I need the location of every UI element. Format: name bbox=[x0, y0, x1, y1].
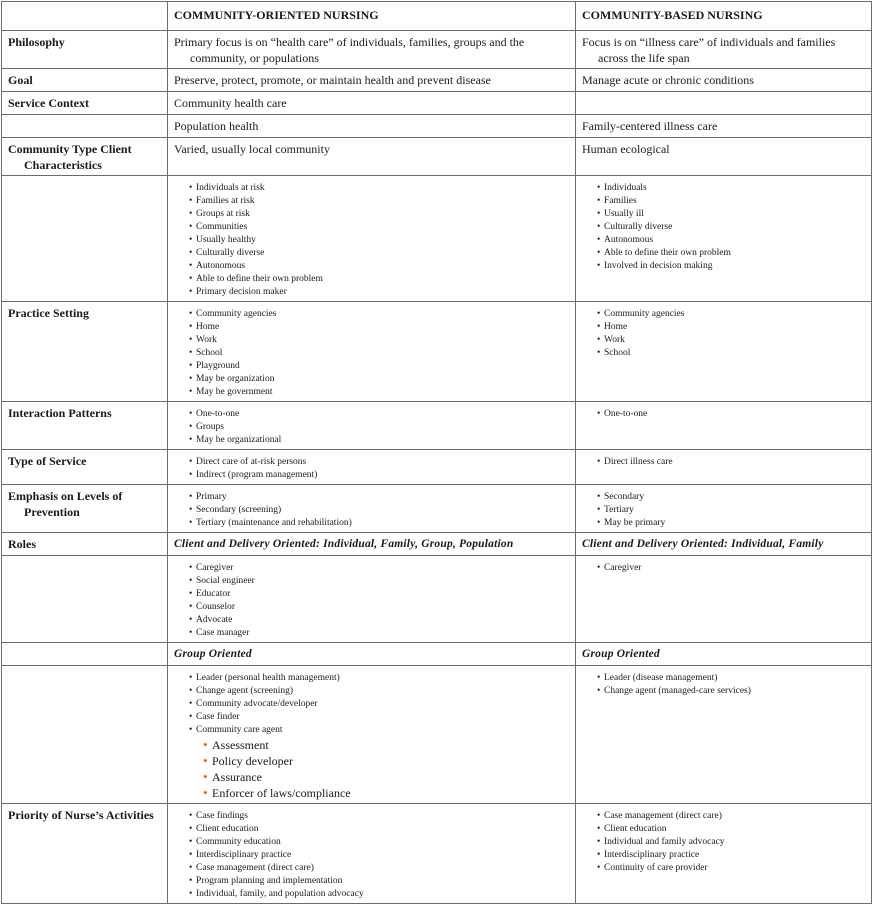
list-item: • Groups at risk bbox=[190, 208, 569, 221]
list-item: • Home bbox=[190, 321, 569, 334]
list-item: • Tertiary bbox=[598, 504, 865, 517]
list-item: • Direct care of at-risk persons bbox=[190, 456, 569, 469]
list-item: • Primary decision maker bbox=[190, 286, 569, 299]
list-item: • Playground bbox=[190, 360, 569, 373]
list-item: • Advocate bbox=[190, 614, 569, 627]
header-community-based: COMMUNITY-BASED NURSING bbox=[576, 2, 872, 31]
bullet-list bbox=[582, 491, 865, 530]
based-cell: Group Oriented bbox=[576, 643, 872, 666]
row-group-oriented bbox=[2, 643, 872, 666]
bullet-list bbox=[582, 810, 865, 875]
row-roles-list bbox=[2, 556, 872, 643]
list-item: • Interdisciplinary practice bbox=[598, 849, 865, 862]
header-row bbox=[2, 2, 872, 31]
list-item: • Groups bbox=[190, 421, 569, 434]
bullet-list bbox=[174, 491, 569, 530]
list-item: • Work bbox=[598, 334, 865, 347]
list-item: • Change agent (managed-care services) bbox=[598, 685, 865, 698]
row-roles bbox=[2, 533, 872, 556]
oriented-cell bbox=[168, 666, 576, 804]
list-item: • Individual, family, and population advocacy bbox=[190, 888, 569, 901]
oriented-cell bbox=[168, 556, 576, 643]
bullet-list bbox=[582, 672, 865, 698]
oriented-cell: Varied, usually local community bbox=[168, 138, 576, 176]
list-item: • Secondary (screening) bbox=[190, 504, 569, 517]
list-item: • Individual and family advocacy bbox=[598, 836, 865, 849]
based-cell: Human ecological bbox=[576, 138, 872, 176]
row-label: Roles bbox=[2, 533, 168, 556]
row-label: Service Context bbox=[2, 92, 168, 115]
bullet-list bbox=[174, 456, 569, 482]
list-item: • Caregiver bbox=[190, 562, 569, 575]
oriented-cell: Client and Delivery Oriented: Individual, Family, Group, Population bbox=[168, 533, 576, 556]
list-item: • Program planning and implementation bbox=[190, 875, 569, 888]
list-item: • One-to-one bbox=[190, 408, 569, 421]
list-item: • Educator bbox=[190, 588, 569, 601]
list-item: • Involved in decision making bbox=[598, 260, 865, 273]
row-goal bbox=[2, 69, 872, 92]
based-cell bbox=[576, 92, 872, 115]
oriented-cell bbox=[168, 31, 576, 69]
list-item: • May be organization bbox=[190, 373, 569, 386]
list-item: • Change agent (screening) bbox=[190, 685, 569, 698]
oriented-cell bbox=[168, 302, 576, 402]
list-item: • Individuals bbox=[598, 182, 865, 195]
list-item: • Families at risk bbox=[190, 195, 569, 208]
list-item: • Case finder bbox=[190, 711, 569, 724]
list-item: • Community care agent bbox=[190, 724, 569, 737]
bullet-list bbox=[582, 408, 865, 421]
bullet-list bbox=[174, 182, 569, 299]
sub-bullet-list bbox=[174, 737, 569, 801]
list-item: • Communities bbox=[190, 221, 569, 234]
cell-text: community, or populations bbox=[190, 51, 319, 65]
row-label bbox=[2, 485, 168, 533]
list-item: • Assessment bbox=[204, 737, 569, 753]
list-item: • Assurance bbox=[204, 769, 569, 785]
list-item: • Leader (personal health management) bbox=[190, 672, 569, 685]
row-levels-of-prevention bbox=[2, 485, 872, 533]
row-label bbox=[2, 138, 168, 176]
row-label: Goal bbox=[2, 69, 168, 92]
row-label-line: Community Type Client bbox=[8, 142, 132, 156]
row-interaction-patterns bbox=[2, 402, 872, 450]
oriented-cell: Preserve, protect, promote, or maintain health and prevent disease bbox=[168, 69, 576, 92]
based-cell bbox=[576, 485, 872, 533]
list-item: • Continuity of care provider bbox=[598, 862, 865, 875]
based-cell: Family-centered illness care bbox=[576, 115, 872, 138]
oriented-cell bbox=[168, 402, 576, 450]
based-cell bbox=[576, 302, 872, 402]
list-item: • Able to define their own problem bbox=[190, 273, 569, 286]
cell-text: Primary focus is on “health care” of individuals, families, groups and the bbox=[174, 35, 525, 49]
list-item: • Individuals at risk bbox=[190, 182, 569, 195]
row-label-empty bbox=[2, 115, 168, 138]
based-cell bbox=[576, 31, 872, 69]
list-item: • Client education bbox=[598, 823, 865, 836]
bullet-list bbox=[582, 308, 865, 360]
row-label-empty bbox=[2, 176, 168, 302]
oriented-cell: Group Oriented bbox=[168, 643, 576, 666]
list-item: • One-to-one bbox=[598, 408, 865, 421]
bullet-list bbox=[174, 562, 569, 640]
list-item: • Interdisciplinary practice bbox=[190, 849, 569, 862]
cell-text: across the life span bbox=[598, 51, 690, 65]
row-group-roles bbox=[2, 666, 872, 804]
row-label: Philosophy bbox=[2, 31, 168, 69]
list-item: • Policy developer bbox=[204, 753, 569, 769]
row-community-type bbox=[2, 138, 872, 176]
list-item: • Counselor bbox=[190, 601, 569, 614]
oriented-cell bbox=[168, 804, 576, 904]
row-label-line: Prevention bbox=[24, 505, 80, 519]
row-label-line: Emphasis on Levels of bbox=[8, 489, 123, 503]
list-item: • Client education bbox=[190, 823, 569, 836]
based-cell bbox=[576, 402, 872, 450]
based-cell bbox=[576, 450, 872, 485]
oriented-cell bbox=[168, 176, 576, 302]
bullet-list bbox=[582, 182, 865, 273]
row-label: Interaction Patterns bbox=[2, 402, 168, 450]
list-item: • School bbox=[598, 347, 865, 360]
list-item: • Community agencies bbox=[190, 308, 569, 321]
row-label-empty bbox=[2, 643, 168, 666]
list-item: • Community education bbox=[190, 836, 569, 849]
based-cell: Client and Delivery Oriented: Individual, Family bbox=[576, 533, 872, 556]
based-cell: Manage acute or chronic conditions bbox=[576, 69, 872, 92]
list-item: • Leader (disease management) bbox=[598, 672, 865, 685]
cell-text: Focus is on “illness care” of individuals and families bbox=[582, 35, 836, 49]
list-item: • Social engineer bbox=[190, 575, 569, 588]
row-philosophy bbox=[2, 31, 872, 69]
row-priority bbox=[2, 804, 872, 904]
comparison-table bbox=[1, 1, 872, 904]
list-item: • Community agencies bbox=[598, 308, 865, 321]
list-item: • Direct illness care bbox=[598, 456, 865, 469]
bullet-list bbox=[174, 672, 569, 737]
based-cell bbox=[576, 176, 872, 302]
row-label: Priority of Nurse’s Activities bbox=[2, 804, 168, 904]
list-item: • Case manager bbox=[190, 627, 569, 640]
bullet-list bbox=[582, 562, 865, 575]
list-item: • Primary bbox=[190, 491, 569, 504]
list-item: • Case findings bbox=[190, 810, 569, 823]
oriented-cell bbox=[168, 450, 576, 485]
list-item: • Usually ill bbox=[598, 208, 865, 221]
row-label-line: Characteristics bbox=[24, 158, 102, 172]
based-cell bbox=[576, 556, 872, 643]
row-label-empty bbox=[2, 666, 168, 804]
bullet-list bbox=[174, 408, 569, 447]
list-item: • Case management (direct care) bbox=[598, 810, 865, 823]
list-item: • Autonomous bbox=[598, 234, 865, 247]
list-item: • Culturally diverse bbox=[190, 247, 569, 260]
list-item: • Autonomous bbox=[190, 260, 569, 273]
row-label: Practice Setting bbox=[2, 302, 168, 402]
bullet-list bbox=[174, 810, 569, 901]
list-item: • Usually healthy bbox=[190, 234, 569, 247]
list-item: • School bbox=[190, 347, 569, 360]
header-community-oriented: COMMUNITY-ORIENTED NURSING bbox=[168, 2, 576, 31]
oriented-cell: Population health bbox=[168, 115, 576, 138]
row-label-empty bbox=[2, 556, 168, 643]
list-item: • Enforcer of laws/compliance bbox=[204, 785, 569, 801]
list-item: • Culturally diverse bbox=[598, 221, 865, 234]
list-item: • Community advocate/developer bbox=[190, 698, 569, 711]
list-item: • Families bbox=[598, 195, 865, 208]
list-item: • Work bbox=[190, 334, 569, 347]
row-service-context-2 bbox=[2, 115, 872, 138]
bullet-list bbox=[582, 456, 865, 469]
row-type-of-service bbox=[2, 450, 872, 485]
header-empty bbox=[2, 2, 168, 31]
row-client-characteristics bbox=[2, 176, 872, 302]
list-item: • Secondary bbox=[598, 491, 865, 504]
based-cell bbox=[576, 666, 872, 804]
row-label: Type of Service bbox=[2, 450, 168, 485]
list-item: • May be organizational bbox=[190, 434, 569, 447]
list-item: • Indirect (program management) bbox=[190, 469, 569, 482]
row-practice-setting bbox=[2, 302, 872, 402]
bullet-list bbox=[174, 308, 569, 399]
list-item: • Home bbox=[598, 321, 865, 334]
list-item: • May be primary bbox=[598, 517, 865, 530]
list-item: • Case management (direct care) bbox=[190, 862, 569, 875]
list-item: • Caregiver bbox=[598, 562, 865, 575]
list-item: • May be government bbox=[190, 386, 569, 399]
oriented-cell: Community health care bbox=[168, 92, 576, 115]
list-item: • Tertiary (maintenance and rehabilitation) bbox=[190, 517, 569, 530]
row-service-context bbox=[2, 92, 872, 115]
based-cell bbox=[576, 804, 872, 904]
list-item: • Able to define their own problem bbox=[598, 247, 865, 260]
oriented-cell bbox=[168, 485, 576, 533]
